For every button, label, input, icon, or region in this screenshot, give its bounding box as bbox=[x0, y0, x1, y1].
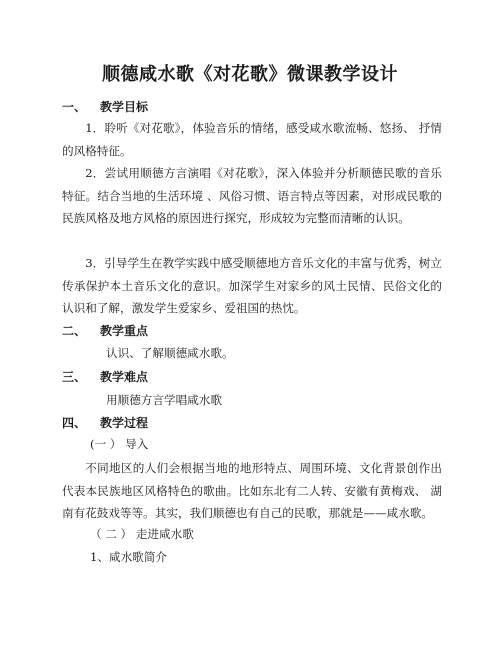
section-title: 教学难点 bbox=[100, 370, 149, 384]
goal-paragraph-3: 3．引导学生在教学实践中感受顺德地方音乐文化的丰富与优秀，树立传承保护本土音乐文化的意识。加深学生对家乡的风土民情、民俗文化的认识和了解，激发学生爱家乡、爱祖国的热忱。 bbox=[62, 256, 442, 315]
section-heading-process bbox=[62, 414, 148, 431]
section-title: 教学过程 bbox=[100, 416, 149, 430]
document-title: 顺德咸水歌《对花歌》微课教学设计 bbox=[102, 64, 398, 85]
section-title: 教学目标 bbox=[100, 100, 149, 114]
goal-paragraph-2: 2．尝试用顺德方言演唱《对花歌》，深入体验并分析顺德民歌的音乐特征。结合当地的生活环境 、风俗习惯、语言特点等因素，对形成民歌的民族风格及地方风格的原因进行探究，形成较为完整而清晰的认识。 bbox=[62, 166, 442, 225]
section-number: 四、 bbox=[62, 416, 87, 430]
section-title: 教学重点 bbox=[100, 324, 149, 338]
goal-paragraph-1: 1．聆听《对花歌》，体验音乐的情绪，感受咸水歌流畅、悠扬、 抒情的风格特征。 bbox=[62, 121, 442, 158]
process-part2-title: （ 二 ） 走进咸水歌 bbox=[90, 527, 194, 541]
section-heading-key-points bbox=[62, 322, 148, 339]
process-item-1: 1、咸水歌简介 bbox=[90, 550, 167, 564]
section-number: 二、 bbox=[62, 324, 87, 338]
key-points-content: 认识、了解顺德咸水歌。 bbox=[106, 346, 234, 360]
section-heading-goals bbox=[62, 98, 148, 115]
section-number: 三、 bbox=[62, 370, 87, 384]
section-heading-difficulties bbox=[62, 368, 148, 385]
process-part1-text: 不同地区的人们会根据当地的地形特点、周围环境、文化背景创作出代表本民族地区风格特色的歌曲。比如东北有二人转、安徽有黄梅戏、 湖南有花鼓戏等等。其实，我们顺德也有自己的民歌，那就是——咸水歌。 bbox=[62, 461, 442, 520]
difficulties-content: 用顺德方言学唱咸水歌 bbox=[106, 393, 222, 407]
section-number: 一、 bbox=[62, 100, 87, 114]
process-part1-title: (一 ） 导入 bbox=[90, 437, 149, 451]
